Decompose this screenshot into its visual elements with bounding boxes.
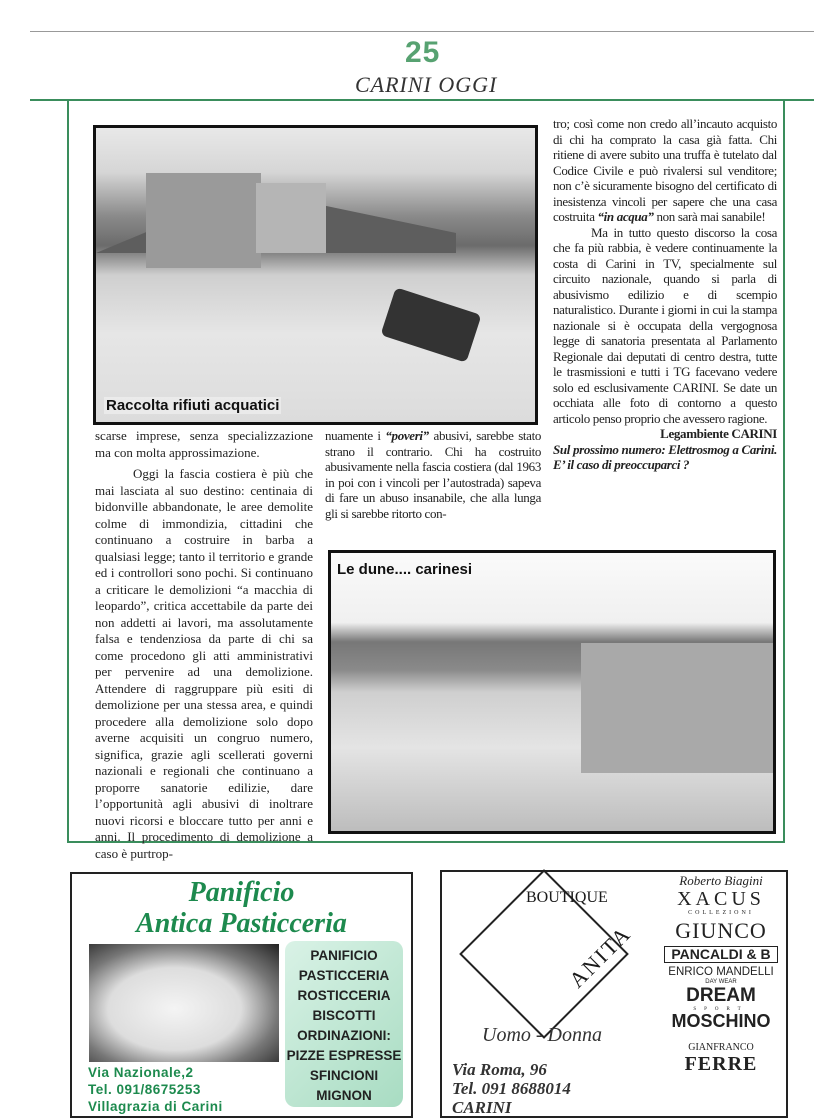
ad-subtitle: Antica Pasticceria: [136, 908, 347, 939]
phone: Tel. 091 8688014: [452, 1079, 571, 1098]
ad-address: [452, 1060, 571, 1117]
service-item: BISCOTTI: [312, 1008, 376, 1023]
service-item: PANIFICIO: [310, 948, 378, 963]
services-box: [285, 941, 403, 1107]
brand: COLLEZIONI: [688, 910, 754, 917]
text: non sarà mai sanabile!: [653, 209, 766, 224]
ad-address: [88, 1064, 223, 1115]
address: Via Roma, 96: [452, 1060, 547, 1079]
left-column: [95, 428, 313, 862]
paragraph: [325, 428, 541, 521]
photo-building: [146, 173, 261, 268]
brand: PANCALDI & B: [664, 946, 778, 963]
bread-image: [89, 944, 279, 1062]
service-item: ORDINAZIONI:: [297, 1028, 391, 1043]
brand: GIANFRANCO: [688, 1041, 754, 1053]
text: nuamente i: [325, 428, 386, 443]
boutique-label: BOUTIQUE: [526, 889, 608, 906]
brand: DAY WEAR: [705, 979, 737, 986]
address: Via Nazionale,2: [88, 1065, 194, 1080]
photo-caption: Raccolta rifiuti acquatici: [106, 397, 280, 414]
photo-wreck: [380, 287, 481, 362]
signature: Legambiente CARINI: [660, 426, 777, 441]
photo-beach-waste: [93, 125, 538, 425]
brand: XACUS: [677, 888, 765, 911]
brand-list: [656, 874, 786, 1075]
brand: Roberto Biagini: [679, 873, 763, 888]
text: abusivi, sarebbe stato strano il contrario. Chi ha costruito abusivamente nella fascia costiera (dal 1963 in poi con i vincoli per l’autostrada) sapeva di fare un abuso insanabile, che alla lunga gli si sarebbe ritorto con-: [325, 428, 541, 521]
paragraph: [553, 116, 777, 225]
ad-title: Panificio: [188, 877, 295, 908]
brand: SPORT: [693, 1006, 749, 1012]
emphasis: “in acqua”: [597, 209, 654, 224]
emphasis: “poveri”: [385, 428, 429, 443]
ad-panificio: [70, 872, 413, 1118]
page-top-rule: [30, 31, 814, 32]
paragraph: Ma in tutto questo discorso la cosa che fa più rabbia, è vedere continuamente la costa di Carini in TV, specialmente sul circuito nazionale, quando si parla di abusivismo edilizio e di scempio naturalistico. Durante i giorni in cui la stampa nazionale si è occupata della vergognosa legge di sanatoria presentata al Parlamento Regionale dai deputati di centro destra, tutte le trasmissioni e tutti i TG facevano vedere solo ed esclusivamente CARINI. Se date un occhiata alle foto di contorno a questo articolo penso proprio che avessero ragione.: [553, 224, 777, 426]
service-item: PIZZE ESPRESSE: [286, 1048, 402, 1063]
paragraph: scarse imprese, senza specializzazione ma con molta approssimazione.: [95, 428, 313, 460]
right-column: [553, 116, 777, 473]
text: tro; così come non credo all’incauto acquisto di chi ha comprato la casa già fatta. Chi ritiene di avere subito una truffa è tutelato dal Codice Civile e può rivalersi sul venditore; non c’è sicuramente bisogno del certificato di inesistenza vincoli per sapere che una casa costruita: [553, 116, 777, 224]
masthead-title: CARINI OGGI: [355, 72, 498, 97]
brand: ENRICO MANDELLI: [668, 966, 774, 979]
phone: Tel. 091/8675253: [88, 1082, 201, 1097]
brand: FERRE: [684, 1052, 758, 1075]
photo-houses: [581, 643, 776, 773]
page-number: 25: [405, 36, 441, 69]
service-item: SFINCIONI: [309, 1068, 379, 1083]
photo-dunes: [328, 550, 776, 834]
middle-column: [325, 428, 541, 521]
service-item: ROSTICCERIA: [297, 988, 391, 1003]
paragraph: Oggi la fascia costiera è più che mai lasciata al suo destino: centinaia di bidonville abbandonate, le aree demolite colme di immondizia, cittadini che continuano a costruire in barba a qualsiasi legge; tanto il territorio e grande ed i controllori sono pochi. Si continuano a criticare le demolizioni “a macchia di leopardo”, critica accettabile da parte dei non addetti ai lavori, ma assolutamente falsa e tendenziosa da parte di chi sa come procedono gli atti amministrativi per pervenire ad una demolizione. Attendere di raggruppare più esiti di demolizione per una stessa area, e quindi procedere alla demolizione solo dopo averne acquisiti un congruo numero, significa, grazie agli scellerati governi nazionali e regionali che continuano a proporre sanatorie edilizie, dare l’opportunità agli abusivi di inoltrare nuovi ricorsi e bloccare tutto per anni e anni. Il procedimento di demolizione a caso è purtrop-: [95, 466, 313, 861]
town: CARINI: [452, 1098, 512, 1117]
tagline: Uomo - Donna: [482, 1024, 602, 1046]
ad-boutique: [440, 870, 788, 1118]
boutique-name: ANITA: [564, 920, 636, 993]
service-item: PASTICCERIA: [298, 968, 390, 983]
town: Villagrazia di Carini: [88, 1099, 223, 1114]
masthead: [355, 36, 505, 98]
brand: GIUNCO: [675, 917, 767, 943]
brand: MOSCHINO: [671, 1011, 771, 1032]
brand: DREAM: [686, 984, 756, 1006]
photo-caption: Le dune.... carinesi: [337, 561, 473, 578]
service-item: MIGNON: [316, 1088, 372, 1103]
next-issue-note: Sul prossimo numero: Elettrosmog a Carini. E’ il caso di preoccuparci ?: [553, 441, 777, 472]
photo-building: [256, 183, 326, 253]
